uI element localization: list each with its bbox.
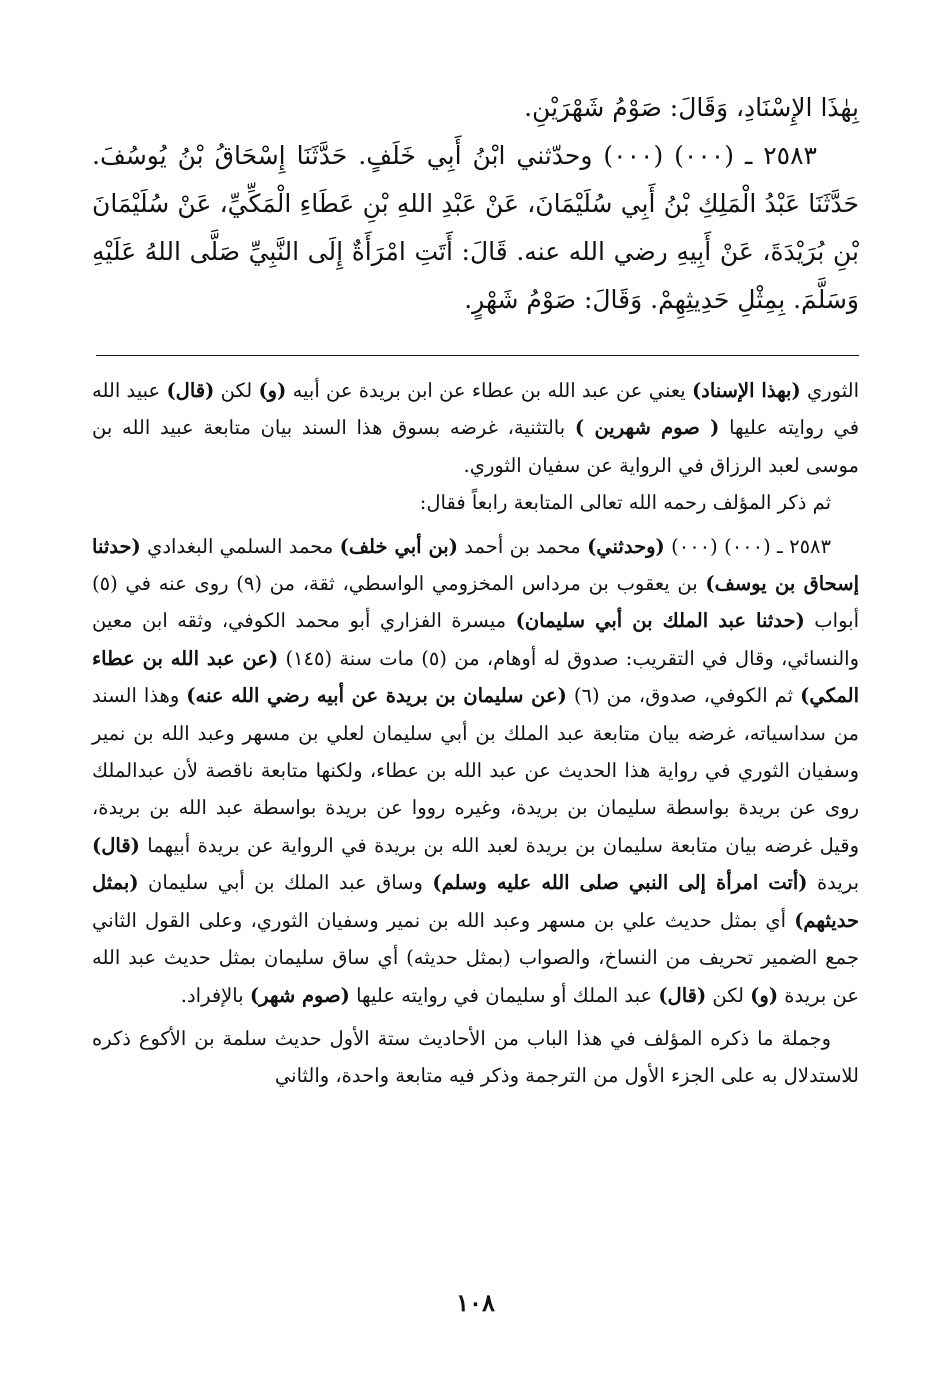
commentary-bold-segment: (بهذا الإسناد) (691, 379, 801, 402)
commentary-bold-segment: (بمثل حديثهم) (92, 871, 859, 932)
commentary-bold-segment: (حدثنا إسحاق بن يوسف) (92, 534, 859, 596)
commentary-bold-segment: (وحدثني) (587, 534, 665, 558)
commentary-segment: يعني عن عبد الله بن عطاء عن ابن بريدة عن أبيه (286, 379, 692, 402)
commentary-segment: بالتثنية، غرضه بسوق هذا السند بيان متابعة عبيد الله بن موسى لعبد الرزاق في الرواية عن سفيان الثوري. (92, 416, 859, 477)
hadith-2583-text: ٢٥٨٣ ـ (٠٠٠) (٠٠٠) وحدّثني ابْنُ أَبِي خَلَفٍ. حَدَّثَنَا إِسْحَاقُ بْنُ يُوسُفَ. حَدَّثَنَا عَبْدُ الْمَلِكِ بْنُ أَبِي سُلَيْمَانَ، عَنْ عَبْدِ اللهِ بْنِ عَطَاءِ الْمَكِّيِّ، عَنْ سُلَيْمَانَ بْنِ بُرَيْدَةَ، عَنْ أَبِيهِ رضي الله عنه. قَالَ: أَتَتِ امْرَأَةٌ إِلَى النَّبِيِّ صَلَّى اللهُ عَلَيْهِ وَسَلَّمَ. بِمِثْلِ حَدِيثِهِمْ. وَقَالَ: صَوْمُ شَهْرٍ. (92, 141, 859, 314)
commentary-segment: بالإفراد. (180, 983, 250, 1007)
commentary-bold-segment: (قال) (658, 983, 707, 1007)
commentary-paragraph-4: وجملة ما ذكره المؤلف في هذا الباب من الأحاديث ستة الأول حديث سلمة بن الأكوع ذكره للاستدلال به على الجزء الأول من الترجمة وذكر فيه متابعة واحدة، والثاني (92, 1026, 859, 1088)
commentary-bold-segment: (قال) (92, 833, 140, 857)
commentary-segment: محمد بن أحمد (457, 534, 588, 558)
commentary-segment: محمد السلمي البغدادي (140, 534, 340, 558)
commentary-segment: الثوري (800, 379, 859, 402)
commentary-segment: عبد الملك أو سليمان في روايته عليها (349, 983, 659, 1007)
commentary-segment: بن يعقوب بن مرداس المخزومي الواسطي، ثقة، من (٩) روى عنه في (٥) أبواب (92, 572, 859, 633)
commentary-bold-segment: (حدثنا عبد الملك بن أبي سليمان) (515, 609, 805, 633)
commentary-bold-segment: (و) (750, 983, 779, 1007)
commentary-segment: ميسرة الفزاري أبو محمد الكوفي، وثقه ابن معين والنسائي، وقال في التقريب: صدوق له أوهام، من (٥) مات سنة (١٤٥) (92, 609, 859, 670)
commentary-paragraph-1 (92, 372, 859, 484)
commentary-bold-segment: ( صوم شهرين ) (574, 416, 720, 440)
commentary-segment: وهذا السند من سداسياته، غرضه بيان متابعة عبد الملك بن أبي سليمان لعلي بن مسهر وعبد الله بن نمير وسفيان الثوري في رواية هذا الحديث عن عبد الله بن عطاء، ولكنها متابعة ناقصة لأن عبدالملك روى عن بريدة بواسطة سليمان بن بريدة، وغيره رووا عن بريدة بواسطة عبد الله بن بريدة، وقيل غرضه بيان متابعة سليمان بن بريدة لعبد الله بن بريدة في الرواية عن بريدة أبيهما (92, 684, 859, 857)
hadith-text-block (92, 84, 859, 324)
commentary-segment: ثم الكوفي، صدوق، من (٦) (566, 684, 801, 708)
commentary-bold-segment: (و) (258, 379, 287, 402)
commentary-segment: ٢٥٨٣ ـ (٠٠٠) (٠٠٠) (664, 534, 831, 558)
commentary-bold-segment: (بن أبي خلف) (339, 534, 458, 558)
commentary-bold-segment: (صوم شهر) (249, 983, 350, 1007)
page-number: ١٠٨ (456, 1288, 495, 1317)
commentary-segment: بريدة (807, 871, 860, 895)
commentary-segment: أي بمثل حديث علي بن مسهر وعبد الله بن نمير وسفيان الثوري، وعلى القول الثاني جمع الضمير تحريف من النساخ، والصواب (بمثل حديثه) أي ساق سليمان بمثل حديث عبد الله عن بريدة (92, 908, 859, 1007)
hadith-line-1: بِهٰذَا الإِسْنَادِ، وَقَالَ: صَوْمُ شَهْرَيْنِ. (524, 93, 859, 122)
commentary-segment: عبيد الله في روايته عليها (92, 379, 860, 440)
commentary-bold-segment: (عن سليمان بن بريدة عن أبيه رضي الله عنه) (186, 684, 567, 708)
commentary-segment: لكن (706, 983, 751, 1007)
commentary-block (92, 372, 859, 1095)
commentary-bold-segment: (أتت امرأة إلى النبي صلى الله عليه وسلم) (432, 871, 808, 895)
commentary-bold-segment: (عن عبد الله بن عطاء المكي) (92, 646, 859, 708)
commentary-segment: لكن (214, 379, 259, 402)
commentary-segment: وساق عبد الملك بن أبي سليمان (138, 871, 433, 895)
commentary-bold-segment: (قال) (166, 379, 215, 402)
commentary-paragraph-2: ثم ذكر المؤلف رحمه الله تعالى المتابعة رابعاً فقال: (419, 491, 831, 515)
commentary-paragraph-3 (92, 528, 859, 1014)
footnote-divider (96, 355, 859, 356)
